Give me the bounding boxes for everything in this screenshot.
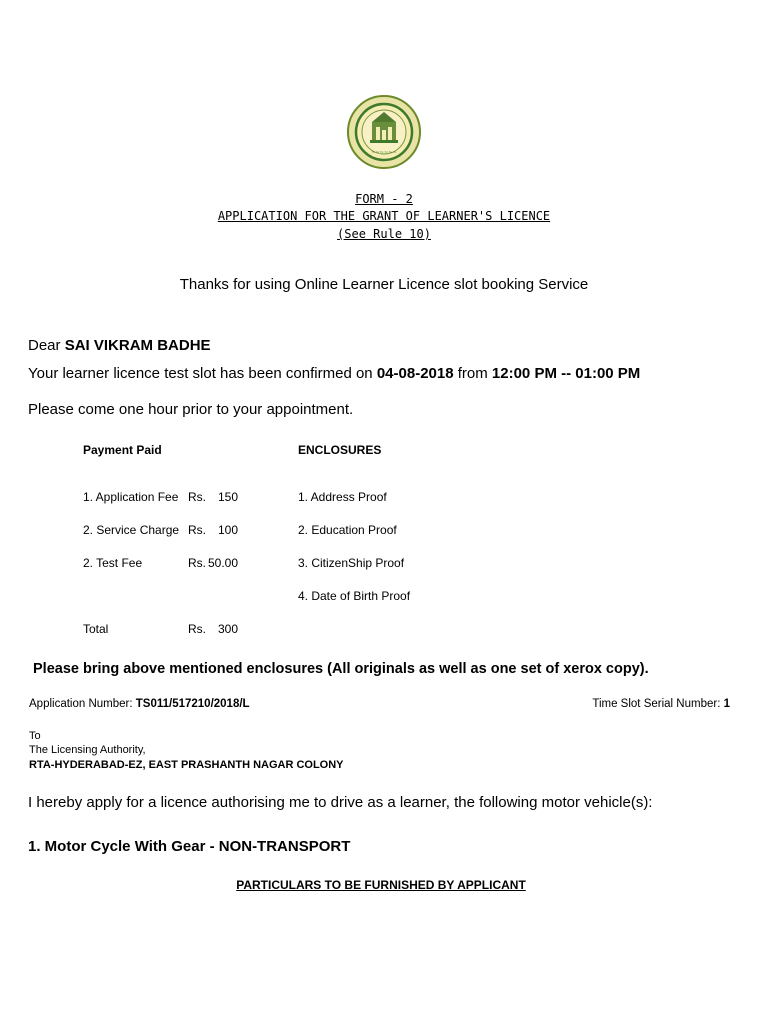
slot-date: 04-08-2018 — [376, 365, 454, 382]
address-authority: The Licensing Authority, — [29, 744, 146, 756]
payment-total-currency: Rs. — [188, 622, 206, 636]
application-statement: I hereby apply for a licence authorising me to drive as a learner, the following motor vehicle(s): — [28, 794, 653, 811]
payment-item-currency: Rs. — [188, 556, 206, 570]
svg-text:~~~~~~: ~~~~~~ — [371, 150, 397, 156]
payment-total-label: Total — [83, 622, 109, 636]
telangana-state-emblem-icon — [346, 94, 422, 170]
application-number-label: Application Number: — [29, 698, 136, 710]
confirmation-text: Your learner licence test slot has been confirmed on — [28, 365, 377, 382]
payment-item-amount: 150 — [218, 490, 239, 504]
enclosure-item: 4. Date of Birth Proof — [298, 589, 411, 603]
arrival-note: Please come one hour prior to your appointment. — [28, 401, 354, 418]
payment-item-amount: 50.00 — [208, 556, 239, 570]
time-slot-serial — [592, 698, 730, 710]
time-slot-serial-value: 1 — [723, 698, 730, 710]
payment-item-label: 2. Service Charge — [83, 523, 180, 537]
rule-reference: (See Rule 10) — [337, 227, 431, 241]
greeting-prefix: Dear — [28, 337, 65, 354]
slot-confirmation — [28, 365, 640, 382]
payment-item-amount: 100 — [218, 523, 239, 537]
enclosure-item: 1. Address Proof — [298, 490, 387, 504]
enclosures-header: ENCLOSURES — [298, 443, 382, 457]
payment-item-label: 2. Test Fee — [83, 556, 143, 570]
time-slot-serial-label: Time Slot Serial Number: — [592, 698, 724, 710]
payment-item-label: 1. Application Fee — [83, 490, 179, 504]
address-office: RTA-HYDERABAD-EZ, EAST PRASHANTH NAGAR COLONY — [29, 759, 344, 771]
payment-header: Payment Paid — [83, 443, 162, 457]
greeting — [28, 337, 211, 354]
application-number-value: TS011/517210/2018/L — [135, 698, 250, 710]
thanks-message: Thanks for using Online Learner Licence slot booking Service — [179, 276, 589, 293]
application-number — [29, 698, 250, 710]
enclosure-item: 2. Education Proof — [298, 523, 397, 537]
payment-item-currency: Rs. — [188, 523, 206, 537]
form-title: APPLICATION FOR THE GRANT OF LEARNER'S LICENCE — [217, 209, 551, 223]
confirmation-from: from — [453, 365, 492, 382]
enclosure-note: Please bring above mentioned enclosures (All originals as well as one set of xerox copy). — [33, 661, 649, 677]
payment-item-currency: Rs. — [188, 490, 206, 504]
slot-time: 12:00 PM -- 01:00 PM — [491, 365, 641, 382]
address-to: To — [29, 730, 41, 742]
vehicle-class: 1. Motor Cycle With Gear - NON-TRANSPORT — [28, 838, 351, 855]
applicant-name: SAI VIKRAM BADHE — [64, 337, 211, 354]
form-number: FORM - 2 — [355, 192, 413, 206]
particulars-heading: PARTICULARS TO BE FURNISHED BY APPLICANT — [236, 878, 526, 892]
payment-total-amount: 300 — [218, 622, 239, 636]
enclosure-item: 3. CitizenShip Proof — [298, 556, 405, 570]
